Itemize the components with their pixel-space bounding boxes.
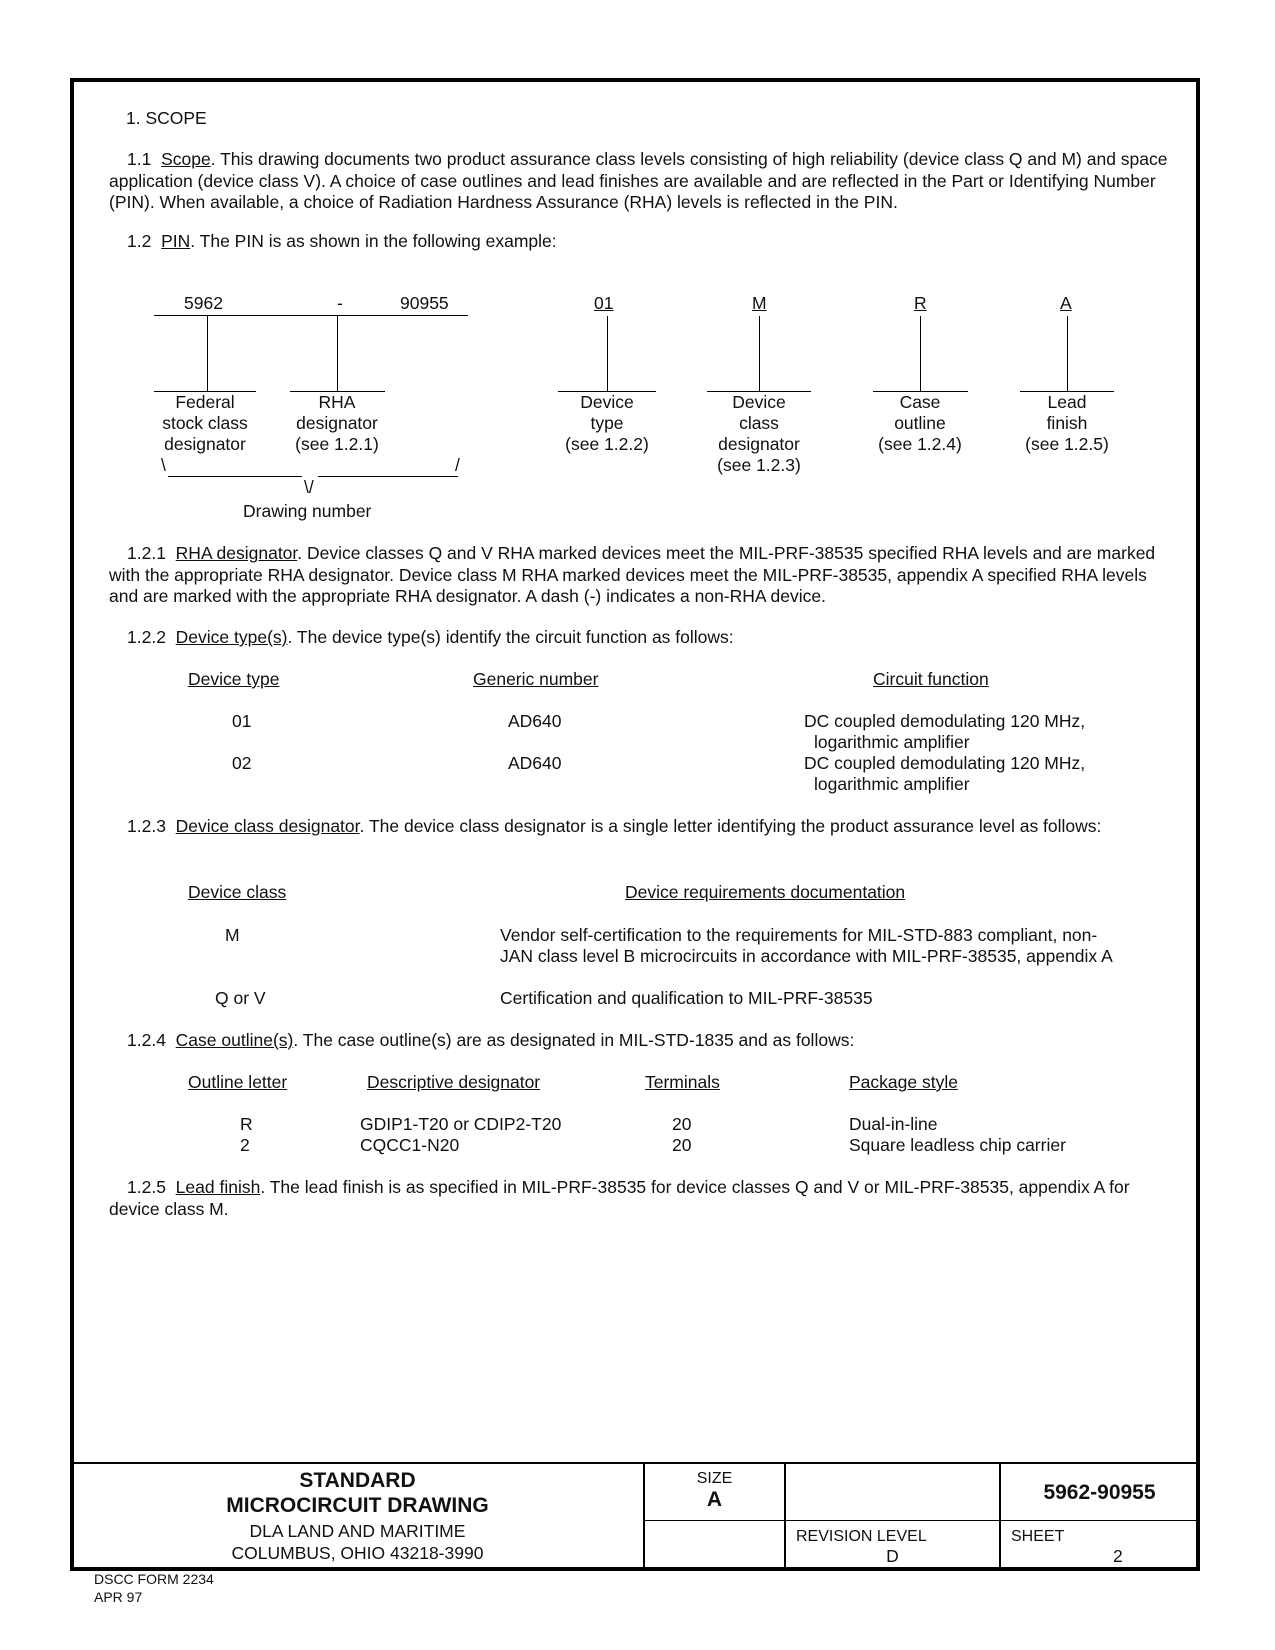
pin-drawing-number: 90955 xyxy=(400,293,449,313)
para-text: . The lead finish is as specified in MIL-PRF-38535 for device classes Q and V or MIL-PRF-38535, appendix A for device class M. xyxy=(109,1177,1130,1219)
para-number: 1.1 xyxy=(127,149,152,169)
column-header: Descriptive designator xyxy=(367,1072,541,1092)
table-cell: 20 xyxy=(672,1114,692,1134)
para-number: 1.2.4 xyxy=(127,1030,166,1050)
table-cell: GDIP1-T20 or CDIP2-T20 xyxy=(360,1114,562,1134)
table-cell: DC coupled demodulating 120 MHz, xyxy=(804,753,1086,773)
pin-dash: - xyxy=(337,293,343,313)
column-header: Outline letter xyxy=(188,1072,288,1092)
para-text: . The case outline(s) are as designated in MIL-STD-1835 and as follows: xyxy=(293,1030,855,1050)
pin-device-type: 01 xyxy=(594,293,614,313)
paragraph-1-2-1 xyxy=(109,543,1179,608)
form-identifier: DSCC FORM 2234 APR 97 xyxy=(94,1571,214,1605)
para-number: 1.2.2 xyxy=(127,627,166,647)
paragraph-1-2-4 xyxy=(109,1030,1179,1052)
table-cell: Q or V xyxy=(215,988,266,1008)
section-heading: 1. SCOPE xyxy=(126,108,207,128)
table-cell: DC coupled demodulating 120 MHz, xyxy=(804,711,1086,731)
brace-right: / xyxy=(455,455,460,475)
label-device-type: Device type (see 1.2.2) xyxy=(565,392,649,454)
column-header: Terminals xyxy=(645,1072,720,1092)
para-number: 1.2 xyxy=(127,231,152,251)
column-header: Generic number xyxy=(473,669,599,689)
para-title: PIN xyxy=(161,231,191,251)
connector-line xyxy=(337,316,338,391)
connector-line xyxy=(207,316,208,391)
drawing-title: STANDARD MICROCIRCUIT DRAWING xyxy=(226,1469,489,1517)
label-case-outline: Case outline (see 1.2.4) xyxy=(878,392,962,454)
table-cell: 02 xyxy=(232,753,252,773)
document-number: 5962-90955 xyxy=(1043,1481,1156,1504)
size-label: SIZE xyxy=(696,1470,733,1487)
connector-line xyxy=(759,316,760,391)
paragraph-1-2-5 xyxy=(109,1177,1179,1220)
label-federal-stock-class: Federal stock class designator xyxy=(162,392,248,454)
para-text: . This drawing documents two product assurance class levels consisting of high reliability (device class Q and M) and space application (device class V). A choice of case outlines and lead finishes are available and are reflected in the Part or Identifying Number (PIN). When available, a choice of Radiation Hardness Assurance (RHA) levels is reflected in the PIN. xyxy=(109,149,1168,212)
para-title: Scope xyxy=(161,149,211,169)
para-text: . The device type(s) identify the circuit function as follows: xyxy=(287,627,734,647)
table-cell: 01 xyxy=(232,711,252,731)
table-cell: M xyxy=(225,925,240,945)
table-cell: 2 xyxy=(240,1135,250,1155)
table-cell: AD640 xyxy=(508,711,562,731)
para-title: Device type(s) xyxy=(175,627,288,647)
para-title: RHA designator xyxy=(175,543,298,563)
para-text: . Device classes Q and V RHA marked devices meet the MIL-PRF-38535 specified RHA levels and are marked with the appropriate RHA designator. Device class M RHA marked devices meet the MIL-PRF-38535, appendix A specified RHA levels and are marked with the appropriate RHA designator. A dash (-) indicates a non-RHA device. xyxy=(109,543,1156,606)
table-cell: Dual-in-line xyxy=(849,1114,938,1134)
table-cell: AD640 xyxy=(508,753,562,773)
table-cell: logarithmic amplifier xyxy=(814,774,970,794)
brace-left: \ xyxy=(161,455,166,475)
paragraph-1-1 xyxy=(109,149,1179,214)
brace-line xyxy=(168,476,302,477)
column-header: Circuit function xyxy=(873,669,989,689)
sheet-label: SHEET xyxy=(1011,1528,1065,1545)
para-number: 1.2.5 xyxy=(127,1177,166,1197)
connector-line xyxy=(920,316,921,391)
drawing-number-label: Drawing number xyxy=(243,501,372,521)
agency-address: DLA LAND AND MARITIME COLUMBUS, OHIO 43218-3990 xyxy=(231,1521,484,1563)
table-cell: R xyxy=(240,1114,253,1134)
paragraph-1-2-3 xyxy=(109,816,1179,838)
column-header: Device class xyxy=(188,882,287,902)
column-header: Device type xyxy=(188,669,280,689)
column-header: Package style xyxy=(849,1072,958,1092)
title-block xyxy=(72,1462,1198,1568)
column-header: Device requirements documentation xyxy=(625,882,906,902)
table-cell: Vendor self-certification to the requirements for MIL-STD-883 compliant, non- xyxy=(500,925,1098,945)
table-cell: 20 xyxy=(672,1135,692,1155)
para-number: 1.2.3 xyxy=(127,816,166,836)
table-cell: logarithmic amplifier xyxy=(814,732,970,752)
paragraph-1-2-2 xyxy=(109,627,1179,649)
para-title: Case outline(s) xyxy=(175,1030,294,1050)
pin-fsc: 5962 xyxy=(184,293,223,313)
para-title: Device class designator xyxy=(175,816,360,836)
para-number: 1.2.1 xyxy=(127,543,166,563)
brace-line xyxy=(318,476,458,477)
pin-case-outline: R xyxy=(914,293,927,313)
title-block-row-divider xyxy=(643,1520,1198,1521)
para-title: Lead finish xyxy=(175,1177,261,1197)
pin-lead-finish: A xyxy=(1060,293,1072,313)
title-block-divider xyxy=(999,1462,1001,1568)
table-cell: Square leadless chip carrier xyxy=(849,1135,1066,1155)
table-cell: CQCC1-N20 xyxy=(360,1135,460,1155)
revision-label: REVISION LEVEL xyxy=(796,1528,927,1545)
pin-underline xyxy=(154,315,468,316)
size-value: A xyxy=(706,1488,723,1511)
pin-device-class: M xyxy=(752,293,767,313)
label-device-class: Device class designator (see 1.2.3) xyxy=(717,392,801,475)
sheet-value: 2 xyxy=(1113,1546,1123,1566)
table-cell: JAN class level B microcircuits in accordance with MIL-PRF-38535, appendix A xyxy=(500,946,1113,966)
label-lead-finish: Lead finish (see 1.2.5) xyxy=(1025,392,1109,454)
paragraph-1-2 xyxy=(109,231,1179,253)
connector-line xyxy=(607,316,608,391)
revision-value: D xyxy=(886,1546,899,1566)
title-block-top-border xyxy=(72,1462,1198,1464)
para-text: . The device class designator is a single letter identifying the product assurance level as follows: xyxy=(359,816,1102,836)
label-rha-designator: RHA designator (see 1.2.1) xyxy=(295,392,379,454)
para-text: . The PIN is as shown in the following example: xyxy=(190,231,557,251)
brace-point: \/ xyxy=(304,477,314,497)
connector-line xyxy=(1067,316,1068,391)
table-cell: Certification and qualification to MIL-PRF-38535 xyxy=(500,988,873,1008)
